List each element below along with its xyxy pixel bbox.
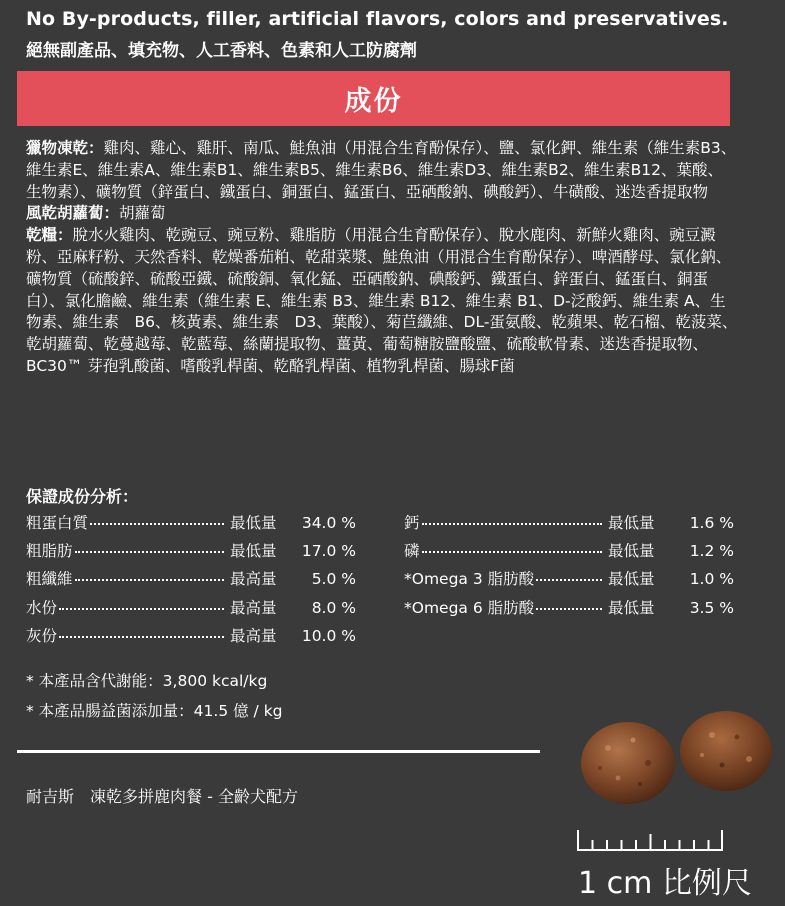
nutrient-value: 17.0 %: [301, 542, 356, 561]
analysis-row: [26, 596, 356, 624]
nutrient-name: *Omega 6 脂肪酸: [404, 598, 535, 617]
divider: [17, 750, 540, 753]
ingredient-paragraph-kibble: [26, 225, 738, 378]
dot-leader: [90, 523, 224, 525]
ingredient-label: 獵物凍乾：: [26, 139, 104, 157]
dot-leader: [536, 579, 602, 581]
analysis-row: [26, 624, 356, 652]
nutrient-name: 粗脂肪: [26, 542, 73, 561]
nutrient-name: 鈣: [404, 514, 420, 532]
analysis-title: 保證成份分析：: [26, 487, 139, 506]
scale-ruler-icon: [575, 826, 725, 856]
analysis-row: [26, 567, 356, 595]
dot-leader: [59, 608, 224, 610]
analysis-row: [404, 539, 734, 567]
ingredient-text: 胡蘿蔔: [119, 204, 166, 223]
analysis-row: [404, 511, 734, 539]
nutrient-value: 1.0 %: [689, 570, 734, 589]
tagline-english: No By-products, filler, artificial flavors, colors and preservatives.: [26, 8, 729, 30]
nutrient-name: 粗蛋白質: [26, 514, 89, 532]
ingredients-section: [26, 138, 738, 378]
nutrient-qualifier: 最低量: [608, 570, 655, 589]
dot-leader: [536, 608, 602, 610]
nutrient-qualifier: 最低量: [608, 514, 655, 532]
note-energy: * 本產品含代謝能：3,800 kcal/kg: [26, 672, 268, 690]
nutrient-value: 5.0 %: [311, 570, 356, 589]
notes: [26, 666, 283, 726]
note-probiotics: * 本產品腸益菌添加量：41.5 億 / kg: [26, 702, 283, 720]
analysis-row: [404, 567, 734, 595]
kibble-image-1: [578, 718, 678, 808]
kibble-image-2: [677, 707, 775, 795]
nutrient-qualifier: 最高量: [230, 626, 277, 645]
nutrient-qualifier: 最高量: [230, 570, 277, 589]
nutrient-value: 1.2 %: [689, 542, 734, 561]
ingredient-paragraph-freeze-dried: [26, 138, 738, 203]
nutrient-name: *Omega 3 脂肪酸: [404, 570, 535, 589]
ingredient-text: 雞肉、雞心、雞肝、南瓜、鮭魚油（用混合生育酚保存）、鹽、氯化鉀、維生素（維生素B3、維生素E、維生素A、維生素B1、維生素B5、維生素B6、維生素D3、維生素B2、維生素B12、葉酸、生物素）、礦物質（鋅蛋白、鐵蛋白、銅蛋白、錳蛋白、亞硒酸鈉、碘酸鈣）、牛磺酸、迷迭香提取物: [26, 139, 737, 201]
nutrient-qualifier: 最低量: [230, 542, 277, 561]
analysis-row: [404, 596, 734, 624]
analysis-column-left: [26, 511, 356, 652]
nutrient-name: 粗纖維: [26, 570, 73, 589]
dot-leader: [422, 551, 602, 553]
nutrient-value: 1.6 %: [689, 514, 734, 532]
scale-label: 1 cm 比例尺: [578, 866, 752, 901]
ingredients-banner: [17, 71, 730, 126]
nutrient-qualifier: 最低量: [230, 514, 277, 532]
nutrient-qualifier: 最高量: [230, 598, 277, 617]
nutrient-qualifier: 最低量: [608, 542, 655, 561]
nutrient-value: 3.5 %: [689, 598, 734, 617]
nutrient-value: 8.0 %: [311, 598, 356, 617]
analysis-column-right: [404, 511, 734, 624]
nutrient-name: 水份: [26, 598, 58, 617]
nutrient-value: 34.0 %: [301, 514, 356, 532]
product-name: 耐吉斯 凍乾多拼鹿肉餐 - 全齡犬配方: [26, 787, 298, 806]
dot-leader: [59, 636, 224, 638]
dot-leader: [75, 551, 224, 553]
banner-title: 成份: [344, 86, 403, 117]
ingredient-paragraph-carrot: [26, 203, 738, 225]
nutrient-qualifier: 最低量: [608, 598, 655, 617]
ingredient-text: 脫水火雞肉、乾豌豆、豌豆粉、雞脂肪（用混合生育酚保存）、脫水鹿肉、新鮮火雞肉、豌豆澱粉、亞麻籽粉、天然香料、乾燥番茄粕、乾甜菜漿、鮭魚油（用混合生育酚保存）、啤酒酵母、氯化鈉、礦物質（硫酸鋅、硫酸亞鐵、硫酸銅、氧化錳、亞硒酸鈉、碘酸鈣、鐵蛋白、鋅蛋白、錳蛋白、銅蛋白）、氯化膽鹼、維生素（維生素 E、維生素 B3、維生素 B12、維生素 B1、D-泛酸鈣、維生素 A、生物素、維生素 B6、核黃素、維生素 D3、葉酸）、菊苣纖維、DL-蛋氨酸、乾蘋果、乾石榴、乾菠菜、乾胡蘿蔔、乾蔓越莓、乾藍莓、絲蘭提取物、薑黃、葡萄糖胺鹽酸鹽、硫酸軟骨素、迷迭香提取物、BC30™ 芽孢乳酸菌、嗜酸乳桿菌、乾酪乳桿菌、植物乳桿菌、腸球F菌: [26, 226, 738, 375]
analysis-row: [26, 511, 356, 539]
tagline-chinese: 絕無副產品、填充物、人工香料、色素和人工防腐劑: [26, 41, 417, 61]
analysis-row: [26, 539, 356, 567]
dot-leader: [422, 523, 602, 525]
nutrient-value: 10.0 %: [301, 626, 356, 645]
ingredient-label: 風乾胡蘿蔔：: [26, 204, 120, 223]
nutrient-name: 灰份: [26, 626, 58, 645]
nutrient-name: 磷: [404, 542, 420, 561]
ingredient-label: 乾糧：: [26, 226, 73, 245]
dot-leader: [75, 579, 224, 581]
